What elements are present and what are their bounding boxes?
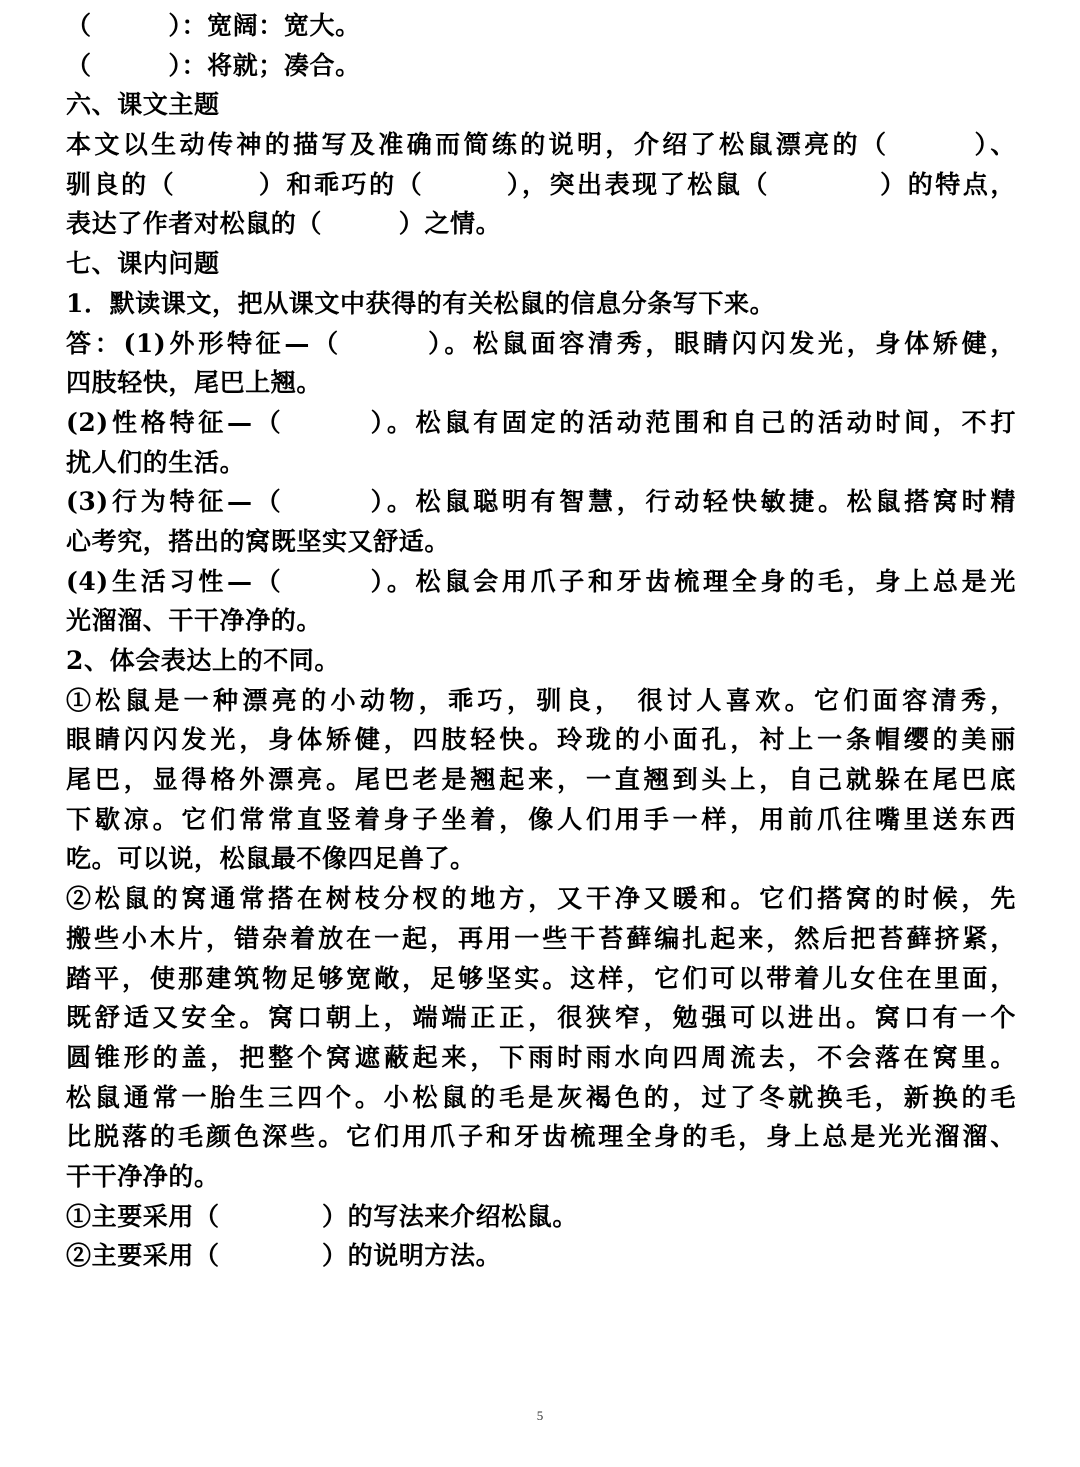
- answer-line: 心考究，搭出的窝既坚实又舒适。: [66, 526, 451, 556]
- passage-2-line: 搬些小木片，错杂着放在一起，再用一些干苔藓编扎起来，然后把苔藓挤紧，: [66, 923, 1016, 953]
- passage-2-line: 圆锥形的盖，把整个窝遮蔽起来，下雨时雨水向四周流去，不会落在窝里。: [66, 1042, 1016, 1072]
- passage-2-line: ②松鼠的窝通常搭在树枝分杈的地方，又干净又暖和。它们搭窝的时候，先: [66, 884, 1016, 914]
- page-number: 5: [536, 1408, 544, 1423]
- passage-2-line: 比脱落的毛颜色深些。它们用爪子和牙齿梳理全身的毛，身上总是光光溜溜、: [66, 1122, 1016, 1152]
- answer-line: (3)行为特征—（ ）。松鼠聪明有智慧，行动轻快敏捷。松鼠搭窝时精: [66, 487, 1016, 517]
- answer-line: 答：(1)外形特征—（ ）。松鼠面容清秀，眼睛闪闪发光，身体矫健，: [66, 328, 1016, 358]
- answer-line: (2)性格特征—（ ）。松鼠有固定的活动范围和自己的活动时间，不打: [66, 407, 1016, 437]
- answer-line: 扰人们的生活。: [66, 447, 246, 477]
- passage-2-line: 踏平，使那建筑物足够宽敞，足够坚实。这样，它们可以带着儿女住在里面，: [66, 963, 1016, 993]
- question-2: 2、体会表达上的不同。: [66, 646, 340, 675]
- passage-1-line: ①松鼠是一种漂亮的小动物，乖巧，驯良， 很讨人喜欢。它们面容清秀，: [66, 685, 1016, 715]
- theme-paragraph-line: 本文以生动传神的描写及准确而简练的说明，介绍了松鼠漂亮的（ ）、: [66, 130, 1016, 160]
- theme-paragraph-line: 表达了作者对松鼠的（ ）之情。: [66, 209, 502, 239]
- passage-2-line: 既舒适又安全。窝口朝上，端端正正，很狭窄，勉强可以进出。窝口有一个: [66, 1003, 1016, 1033]
- answer-line: (4)生活习性—（ ）。松鼠会用爪子和牙齿梳理全身的毛，身上总是光: [66, 566, 1016, 596]
- passage-1-line: 尾巴，显得格外漂亮。尾巴老是翘起来，一直翘到头上，自己就躲在尾巴底: [66, 765, 1016, 795]
- vocab-item-kuankuo: （ ）：宽阔：宽大。: [66, 11, 361, 40]
- answer-line: 四肢轻快，尾巴上翘。: [66, 368, 323, 398]
- answer-line: 光溜溜、干干净净的。: [66, 606, 323, 636]
- section-heading-questions: 七、课内问题: [66, 249, 220, 279]
- theme-paragraph-line: 驯良的（ ）和乖巧的（ ），突出表现了松鼠（ ）的特点，: [66, 169, 1016, 199]
- section-heading-theme: 六、课文主题: [66, 90, 220, 120]
- fill-in-explanation-method: ②主要采用（ ）的说明方法。: [66, 1241, 502, 1271]
- vocab-item-jiangjiu: （ ）：将就；凑合。: [66, 50, 361, 80]
- fill-in-writing-method: ①主要采用（ ）的写法来介绍松鼠。: [66, 1201, 579, 1231]
- passage-1-line: 眼睛闪闪发光，身体矫健，四肢轻快。玲珑的小面孔，衬上一条帽缨的美丽: [66, 725, 1016, 755]
- passage-2-line: 松鼠通常一胎生三四个。小松鼠的毛是灰褐色的，过了冬就换毛，新换的毛: [66, 1082, 1016, 1112]
- document-body: [66, 6, 1016, 1276]
- question-1: 1．默读课文，把从课文中获得的有关松鼠的信息分条写下来。: [66, 288, 776, 318]
- passage-1-line: 下歇凉。它们常常直竖着身子坐着，像人们用手一样，用前爪往嘴里送东西: [66, 804, 1016, 834]
- passage-1-line: 吃。可以说，松鼠最不像四足兽了。: [66, 844, 476, 874]
- passage-2-line: 干干净净的。: [66, 1161, 220, 1191]
